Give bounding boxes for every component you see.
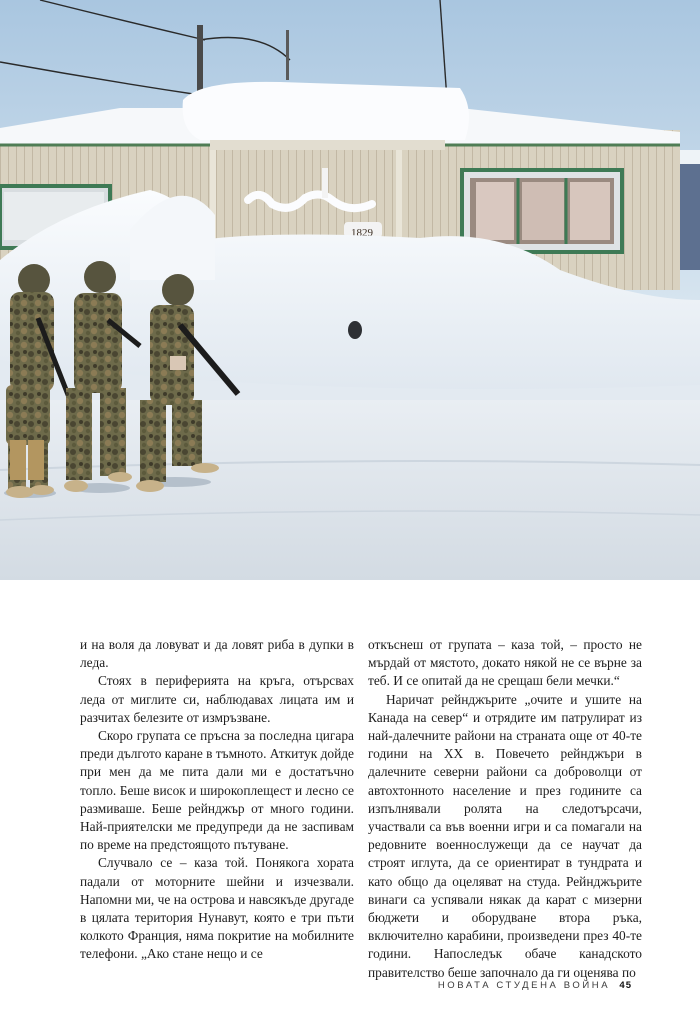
- running-footer: [438, 980, 632, 991]
- paragraph: Скоро групата се пръсна за последна цигара преди дългото каране в тъмното. Аткитук дойде при мен да ме пита дали ми е достатъчно топло. Беше висок и широкоплещест и лесно се размиваше. Беше рейнджър от много години. Най-приятелски ме предупреди да не заспивам по време на предстоящото пътуване.: [80, 728, 354, 853]
- paragraph: и на воля да ловуват и да ловят риба в дупки в леда.: [80, 637, 354, 671]
- paragraph: Наричат рейнджърите „очите и ушите на Канада на север“ и отрядите им патрулират из най-далечните райони на страната още от 40-те години на XX в. Повечето рейнджъри в далечните северни райони са доброволци от автохтонното население и през годините са изпълнявали ролята на следотърсачи, участвали са във военни игри и са помагали на редовните военнослужещи да се научат да строят иглута, да се ориентират в тундрата и като общо да оцеляват на студа. Рейнджърите винаги са успявали някак да карат с мизерни бюджети и оборудване втора ръка, включително карабини, произведени през 40-те години. Напоследък обаче канадското правителство беше започнало да ги оценява по: [368, 691, 642, 980]
- paragraph: откъснеш от групата – каза той, – просто не мърдай от мястото, докато някой не се върне за теб. И се опитай да не срещаш бели мечки.“: [368, 637, 642, 689]
- paragraph: Стоях в периферията на кръга, отърсвах леда от миглите си, наблюдавах лицата им и разчитах белезите от измръзване.: [80, 673, 354, 725]
- page-number: 45: [619, 980, 632, 991]
- house-number-sign: 1829: [351, 227, 373, 239]
- text-column-right: [368, 636, 642, 982]
- paragraph: Случвало се – каза той. Понякога хората падали от моторните шейни и изчезвали. Напомни ми, че на острова и навсякъде другаде в цялата територия Нунавут, която е три пъти колкото Франция, няма покритие на мобилните телефони. „Ако стане нещо и се: [80, 855, 354, 962]
- text-column-left: [80, 636, 354, 964]
- section-title: НОВАТА СТУДЕНА ВОЙНА: [437, 980, 611, 991]
